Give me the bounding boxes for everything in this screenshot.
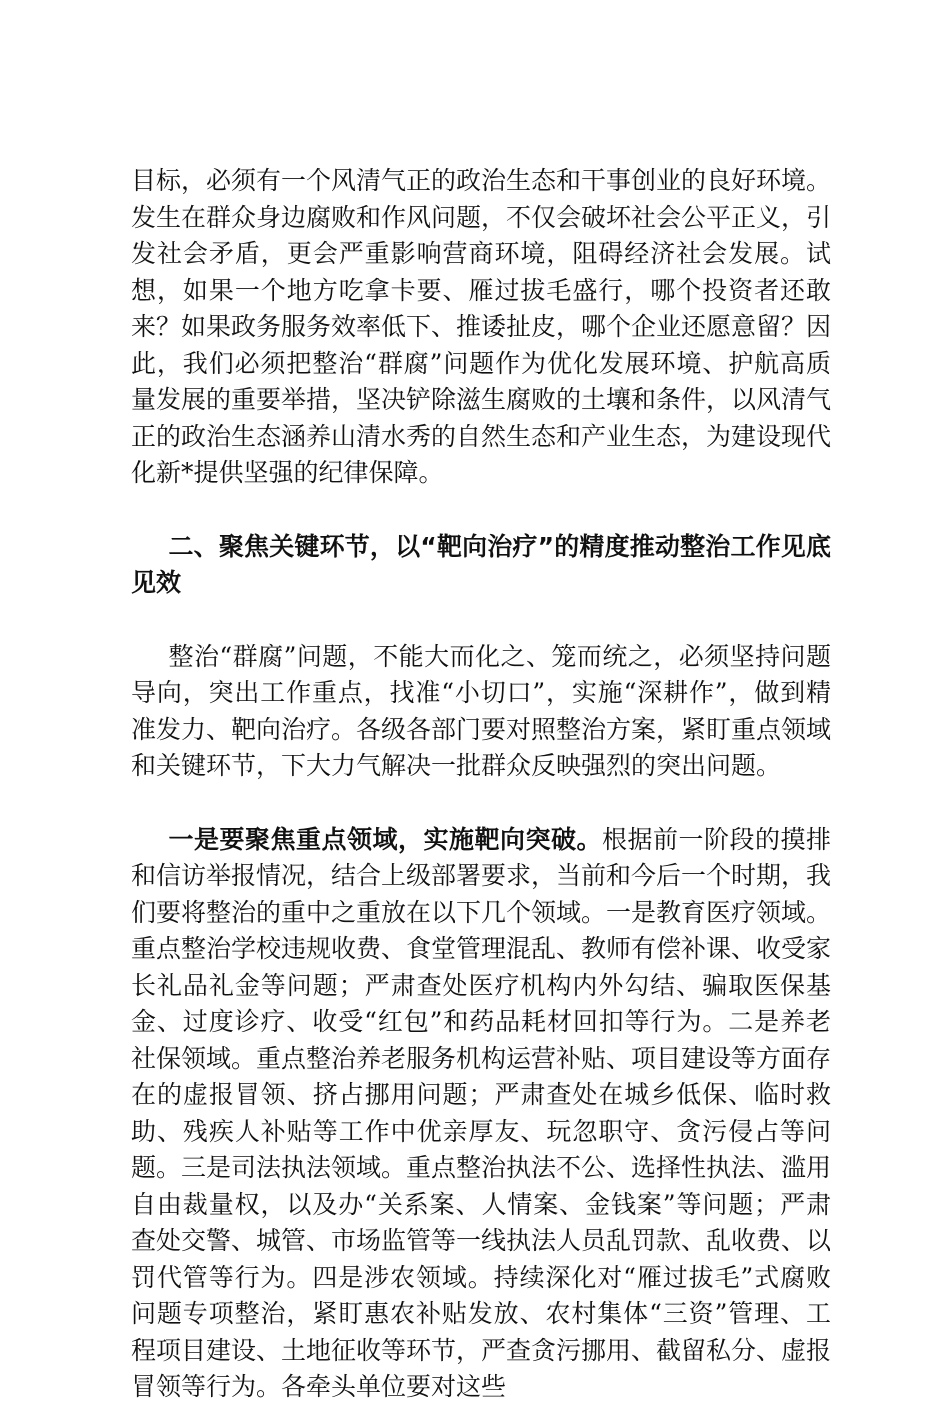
section-heading-2: 二、聚焦关键环节，以“靶向治疗”的精度推动整治工作见底见效 bbox=[131, 531, 831, 597]
paragraph-2: 整治“群腐”问题，不能大而化之、笼而统之，必须坚持问题导向，突出工作重点，找准“小切口”，实施“深耕作”，做到精准发力、靶向治疗。各级各部门要对照整治方案，紧盯重点领域和关键环节，下大力气解决一批群众反映强烈的突出问题。 bbox=[131, 641, 832, 780]
paragraph-3 bbox=[131, 822, 831, 1406]
paragraph-3-body: 根据前一阶段的摸排和信访举报情况，结合上级部署要求，当前和今后一个时期，我们要将整治的重中之重放在以下几个领域。一是教育医疗领域。重点整治学校违规收费、食堂管理混乱、教师有偿补课、收受家长礼品礼金等问题；严肃查处医疗机构内外勾结、骗取医保基金、过度诊疗、收受“红包”和药品耗材回扣等行为。二是养老社保领域。重点整治养老服务机构运营补贴、项目建设等方面存在的虚报冒领、挤占挪用问题；严肃查处在城乡低保、临时救助、残疾人补贴等工作中优亲厚友、玩忽职守、贪污侵占等问题。三是司法执法领域。重点整治执法不公、选择性执法、滥用自由裁量权，以及办“关系案、人情案、金钱案”等问题；严肃查处交警、城管、市场监管等一线执法人员乱罚款、乱收费、以罚代管等行为。四是涉农领域。持续深化对“雁过拔毛”式腐败问题专项整治，紧盯惠农补贴发放、农村集体“三资”管理、工程项目建设、土地征收等环节，严查贪污挪用、截留私分、虚报冒领等行为。各牵头单位要对这些 bbox=[131, 824, 832, 1401]
paragraph-1: 目标，必须有一个风清气正的政治生态和干事创业的良好环境。发生在群众身边腐败和作风问题，不仅会破坏社会公平正义，引发社会矛盾，更会严重影响营商环境，阻碍经济社会发展。试想，如果一个地方吃拿卡要、雁过拔毛盛行，哪个投资者还敢来？如果政务服务效率低下、推诿扯皮，哪个企业还愿意留？因此，我们必须把整治“群腐”问题作为优化发展环境、护航高质量发展的重要举措，坚决铲除滋生腐败的土壤和条件，以风清气正的政治生态涵养山清水秀的自然生态和产业生态，为建设现代化新*提供坚强的纪律保障。 bbox=[131, 166, 832, 487]
document-body bbox=[131, 163, 831, 1406]
paragraph-3-lead: 一是要聚焦重点领域，实施靶向突破。 bbox=[168, 824, 602, 854]
